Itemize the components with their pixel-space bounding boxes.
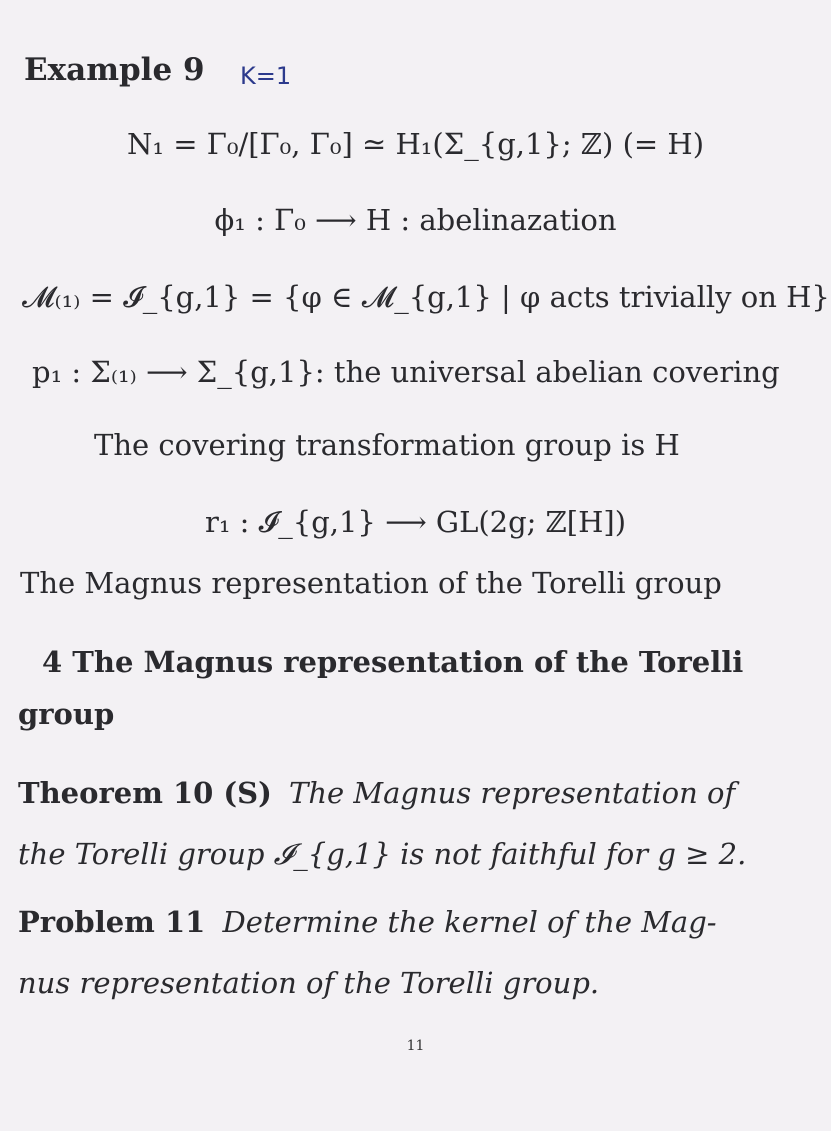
theorem-line1 [18, 776, 735, 810]
theorem-text-line1: The Magnus representation of [289, 776, 736, 810]
equation-n1-text: N₁ = Γ₀/[Γ₀, Γ₀] ≃ H₁(Σ_{g,1}; ℤ) (= H) [126, 127, 705, 161]
page-number-text: 11 [406, 1038, 425, 1054]
section-title-line1-text: 4 The Magnus representation of the Torelli [42, 645, 744, 679]
equation-phi1 [0, 203, 831, 237]
handwritten-note-text: K=1 [240, 62, 292, 90]
theorem-text-line2: the Torelli group 𝓘_{g,1} is not faithful for g ≥ 2. [18, 837, 747, 871]
theorem-label: Theorem 10 (S) [18, 776, 272, 810]
equation-p1 [32, 355, 780, 389]
equation-r1-text: r₁ : 𝓘_{g,1} ⟶ GL(2g; ℤ[H]) [204, 505, 627, 539]
equation-m1-text: 𝓜₍₁₎ = 𝓘_{g,1} = {φ ∈ 𝓜_{g,1} | φ acts trivially on H} [22, 280, 830, 314]
magnus-caption-text: The Magnus representation of the Torelli group [20, 566, 722, 600]
problem-line1 [18, 905, 717, 939]
equation-r1 [0, 505, 831, 540]
magnus-caption [20, 566, 722, 600]
covering-statement-text: The covering transformation group is H [94, 428, 680, 462]
problem-text-line1: Determine the kernel of the Mag- [222, 905, 717, 939]
problem-line2 [18, 966, 599, 1000]
equation-phi1-text: ϕ₁ : Γ₀ ⟶ H : abelinazation [214, 203, 617, 237]
section-title-line1 [42, 645, 743, 679]
problem-label: Problem 11 [18, 905, 206, 939]
equation-p1-text: p₁ : Σ₍₁₎ ⟶ Σ_{g,1}: the universal abelian covering [32, 355, 780, 389]
theorem-line2 [18, 837, 746, 872]
covering-statement [94, 428, 680, 462]
problem-text-line2: nus representation of the Torelli group. [18, 966, 600, 1000]
page-number [0, 1038, 831, 1054]
handwritten-note [240, 62, 291, 90]
example-heading-text: Example 9 [24, 52, 205, 88]
equation-n1 [0, 127, 831, 161]
section-title-line2 [18, 697, 114, 731]
example-heading [24, 52, 205, 88]
equation-m1 [22, 280, 830, 315]
section-title-line2-text: group [18, 697, 115, 731]
